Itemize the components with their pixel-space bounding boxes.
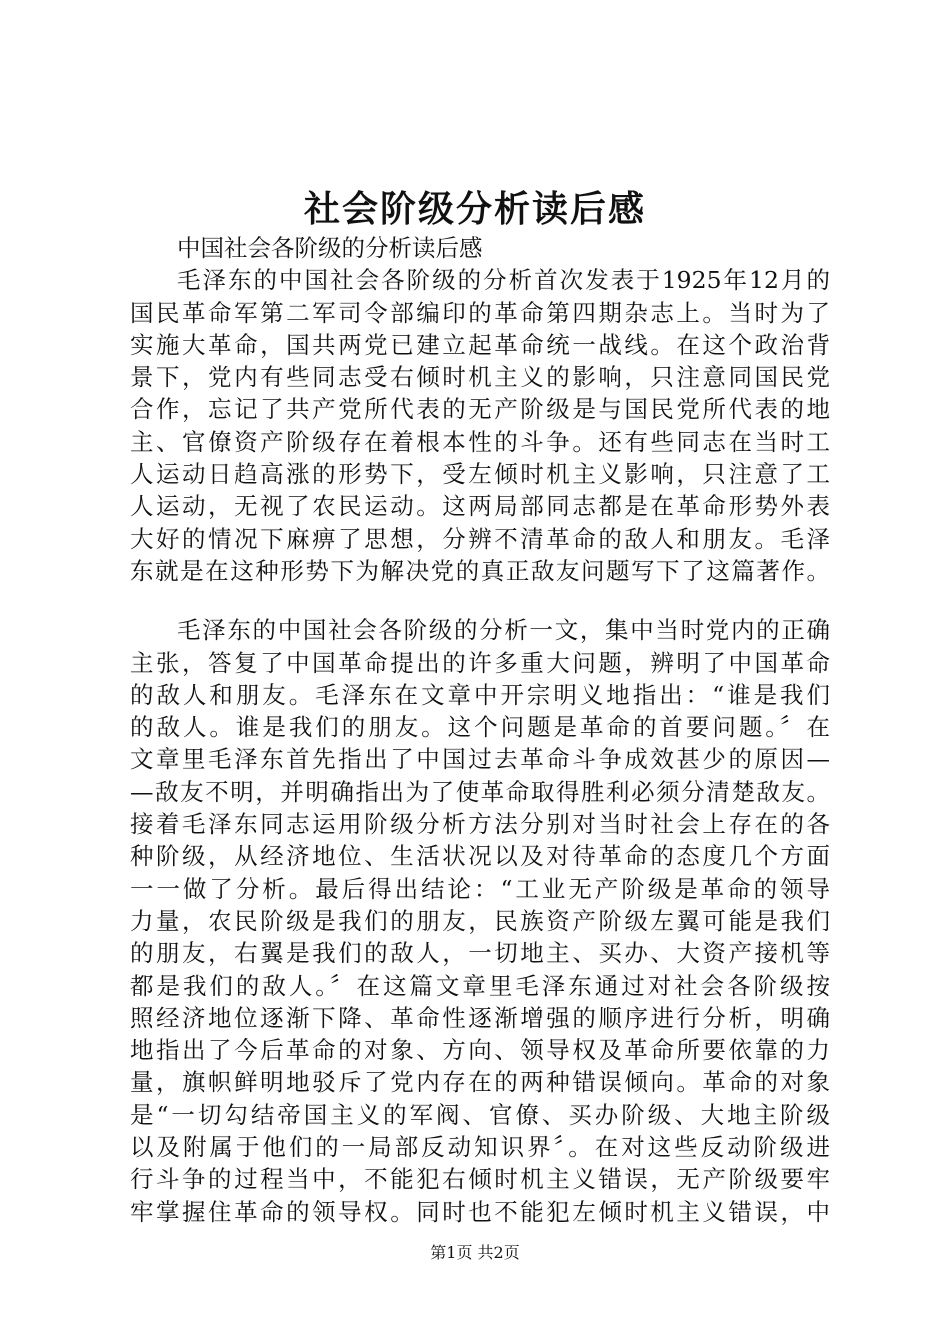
- text-line: 的敌人。谁是我们的朋友。这个问题是革命的首要问题。〞在: [130, 713, 830, 742]
- document-subtitle: 中国社会各阶级的分析读后感: [177, 234, 483, 262]
- text-line: 人运动日趋高涨的形势下，受左倾时机主义影响，只注意了工: [130, 460, 830, 489]
- document-body: [130, 232, 830, 1228]
- text-line: 的敌人和朋友。毛泽东在文章中开宗明义地指出：“谁是我们: [130, 680, 830, 709]
- text-line: 国民革命军第二军司令部编印的革命第四期杂志上。当时为了: [130, 298, 830, 327]
- text-line: 都是我们的敌人。〞在这篇文章里毛泽东通过对社会各阶级按: [130, 971, 830, 1000]
- text-line: 量，旗帜鲜明地驳斥了党内存在的两种错误倾向。革命的对象: [130, 1068, 830, 1097]
- text-line: 人运动，无视了农民运动。这两局部同志都是在革命形势外表: [130, 492, 830, 521]
- paragraph-2: [130, 614, 830, 1228]
- text-line: 种阶级，从经济地位、生活状况以及对待革命的态度几个方面: [130, 842, 830, 871]
- text-line: 一一做了分析。最后得出结论：“工业无产阶级是革命的领导: [130, 874, 830, 903]
- text-line: —敌友不明，并明确指出为了使革命取得胜利必须分清楚敌友。: [130, 777, 830, 806]
- text-line: 行斗争的过程当中，不能犯右倾时机主义错误，无产阶级要牢: [130, 1165, 830, 1194]
- text-line: 毛泽东的中国社会各阶级的分析一文，集中当时党内的正确: [177, 616, 830, 645]
- paragraph-1: [130, 264, 830, 587]
- text-line: 主张，答复了中国革命提出的许多重大问题，辨明了中国革命: [130, 648, 830, 677]
- text-line: 实施大革命，国共两党已建立起革命统一战线。在这个政治背: [130, 330, 830, 359]
- text-line: 的朋友，右翼是我们的敌人，一切地主、买办、大资产接机等: [130, 939, 830, 968]
- text-line: 是“一切勾结帝国主义的军阀、官僚、买办阶级、大地主阶级: [130, 1100, 830, 1129]
- page-number: 第1页 共2页: [430, 1243, 520, 1262]
- text-line: 地指出了今后革命的对象、方向、领导权及革命所要依靠的力: [130, 1036, 830, 1065]
- document-title: 社会阶级分析读后感: [303, 188, 646, 230]
- text-line: 大好的情况下麻痹了思想，分辨不清革命的敌人和朋友。毛泽: [130, 524, 830, 553]
- text-line: 主、官僚资产阶级存在着根本性的斗争。还有些同志在当时工: [130, 427, 830, 456]
- text-line: 东就是在这种形势下为解决党的真正敌友问题写下了这篇著作。: [130, 556, 830, 585]
- text-line: 毛泽东的中国社会各阶级的分析首次发表于1925年12月的: [177, 266, 830, 295]
- text-line: 力量，农民阶级是我们的朋友，民族资产阶级左翼可能是我们: [130, 906, 830, 935]
- text-line: 文章里毛泽东首先指出了中国过去革命斗争成效甚少的原因—: [130, 745, 830, 774]
- text-line: 照经济地位逐渐下降、革命性逐渐增强的顺序进行分析，明确: [130, 1003, 830, 1032]
- text-line: 合作，忘记了共产党所代表的无产阶级是与国民党所代表的地: [130, 395, 830, 424]
- paragraph-spacer: [130, 587, 830, 614]
- text-line: 接着毛泽东同志运用阶级分析方法分别对当时社会上存在的各: [130, 810, 830, 839]
- text-line: 以及附属于他们的一局部反动知识界〞。在对这些反动阶级进: [130, 1133, 830, 1162]
- text-line: 牢掌握住革命的领导权。同时也不能犯左倾时机主义错误，中: [130, 1197, 830, 1226]
- text-line: 景下，党内有些同志受右倾时机主义的影响，只注意同国民党: [130, 363, 830, 392]
